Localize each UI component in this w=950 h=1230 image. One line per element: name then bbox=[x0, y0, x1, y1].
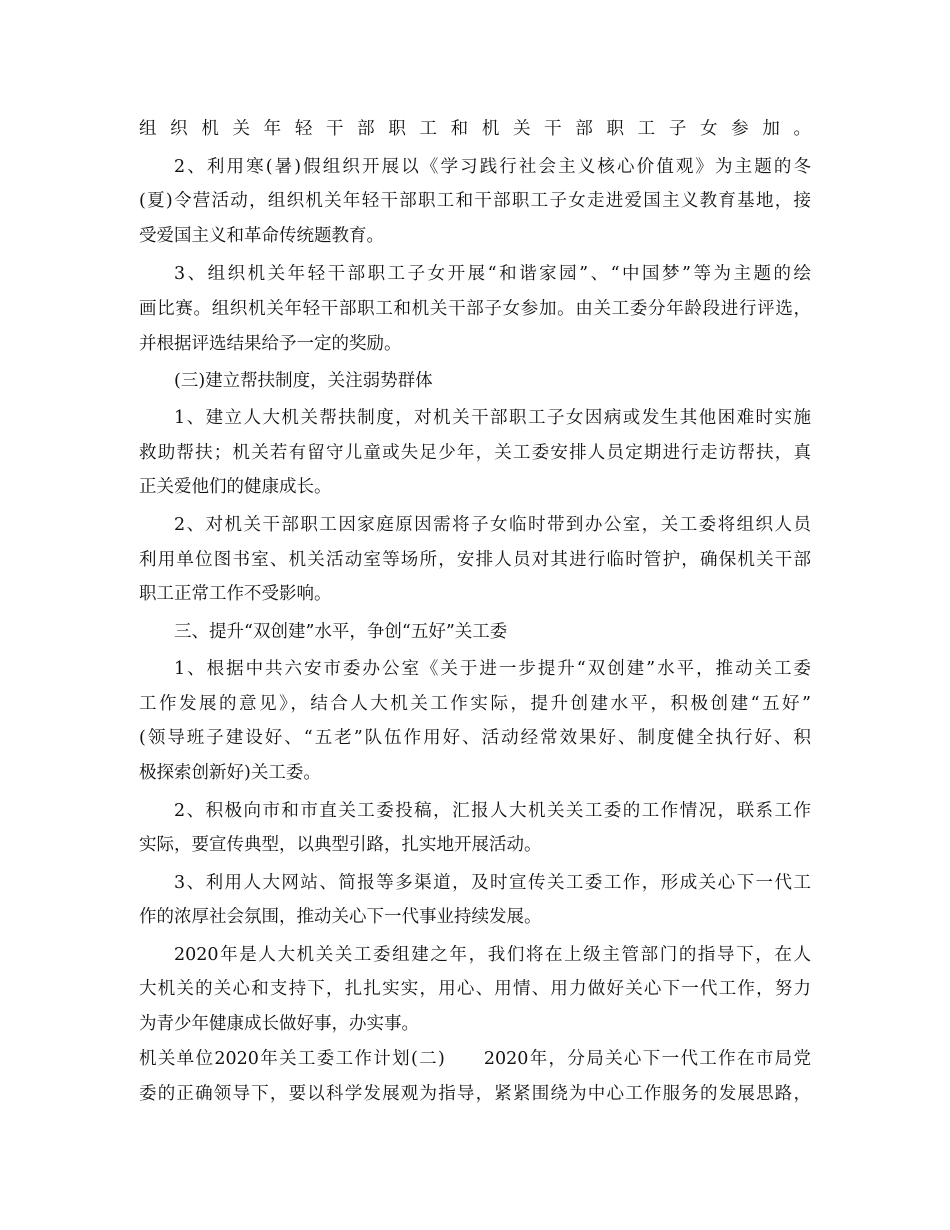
text-line: 救助帮扶；机关若有留守儿童或失足少年，关工委安排人员定期进行走访帮扶，真 bbox=[139, 443, 811, 463]
text-line: 机关单位2020年关工委工作计划(二) 2020年，分局关心下一代工作在市局党 bbox=[139, 1049, 811, 1069]
section-heading: 三、提升“双创建”水平，争创“五好”关工委 bbox=[174, 622, 508, 642]
text-line: 工作发展的意见》，结合人大机关工作实际，提升创建水平，积极创建“五好” bbox=[139, 694, 811, 714]
text-line: 委的正确领导下，要以科学发展观为指导，紧紧围绕为中心工作服务的发展思路， bbox=[139, 1084, 811, 1104]
text-line: 作的浓厚社会氛围，推动关心下一代事业持续发展。 bbox=[139, 907, 542, 927]
text-line: 极探索创新好)关工委。 bbox=[139, 763, 321, 783]
text-line: 组织机关年轻干部职工和机关干部职工子女参加。 bbox=[139, 119, 811, 139]
text-line: 3、组织机关年轻干部职工子女开展“和谐家园”、“中国梦”等为主题的绘 bbox=[174, 264, 811, 284]
text-line: 大机关的关心和支持下，扎扎实实，用心、用情、用力做好关心下一代工作，努力 bbox=[139, 979, 811, 999]
text-line: 2、对机关干部职工因家庭原因需将子女临时带到办公室，关工委将组织人员 bbox=[174, 515, 811, 535]
text-line: 并根据评选结果给予一定的奖励。 bbox=[139, 334, 402, 354]
text-line: 2、利用寒(暑)假组织开展以《学习践行社会主义核心价值观》为主题的冬 bbox=[174, 157, 811, 177]
text-line: 1、根据中共六安市委办公室《关于进一步提升“双创建”水平，推动关工委 bbox=[174, 659, 811, 679]
text-line: 为青少年健康成长做好事，办实事。 bbox=[139, 1014, 419, 1034]
text-line: 2020年是人大机关关工委组建之年，我们将在上级主管部门的指导下，在人 bbox=[174, 945, 811, 965]
text-line: 2、积极向市和市直关工委投稿，汇报人大机关关工委的工作情况，联系工作 bbox=[174, 801, 811, 821]
text-line: 画比赛。组织机关年轻干部职工和机关干部子女参加。由关工委分年龄段进行评选， bbox=[139, 299, 811, 319]
text-line: 3、利用人大网站、简报等多渠道，及时宣传关工委工作，形成关心下一代工 bbox=[174, 873, 811, 893]
text-line: 1、建立人大机关帮扶制度，对机关干部职工子女因病或发生其他困难时实施 bbox=[174, 408, 811, 428]
text-line: 受爱国主义和革命传统题教育。 bbox=[139, 226, 384, 246]
text-line: 利用单位图书室、机关活动室等场所，安排人员对其进行临时管护，确保机关干部 bbox=[139, 550, 811, 570]
section-heading: (三)建立帮扶制度，关注弱势群体 bbox=[174, 371, 433, 391]
text-line: 正关爱他们的健康成长。 bbox=[139, 477, 332, 497]
text-line: 职工正常工作不受影响。 bbox=[139, 584, 332, 604]
text-line: (领导班子建设好、“五老”队伍作用好、活动经常效果好、制度健全执行好、积 bbox=[139, 728, 811, 748]
text-line: 实际，要宣传典型，以典型引路，扎实地开展活动。 bbox=[139, 835, 542, 855]
text-line: (夏)令营活动，组织机关年轻干部职工和干部职工子女走进爱国主义教育基地，接 bbox=[139, 191, 811, 211]
